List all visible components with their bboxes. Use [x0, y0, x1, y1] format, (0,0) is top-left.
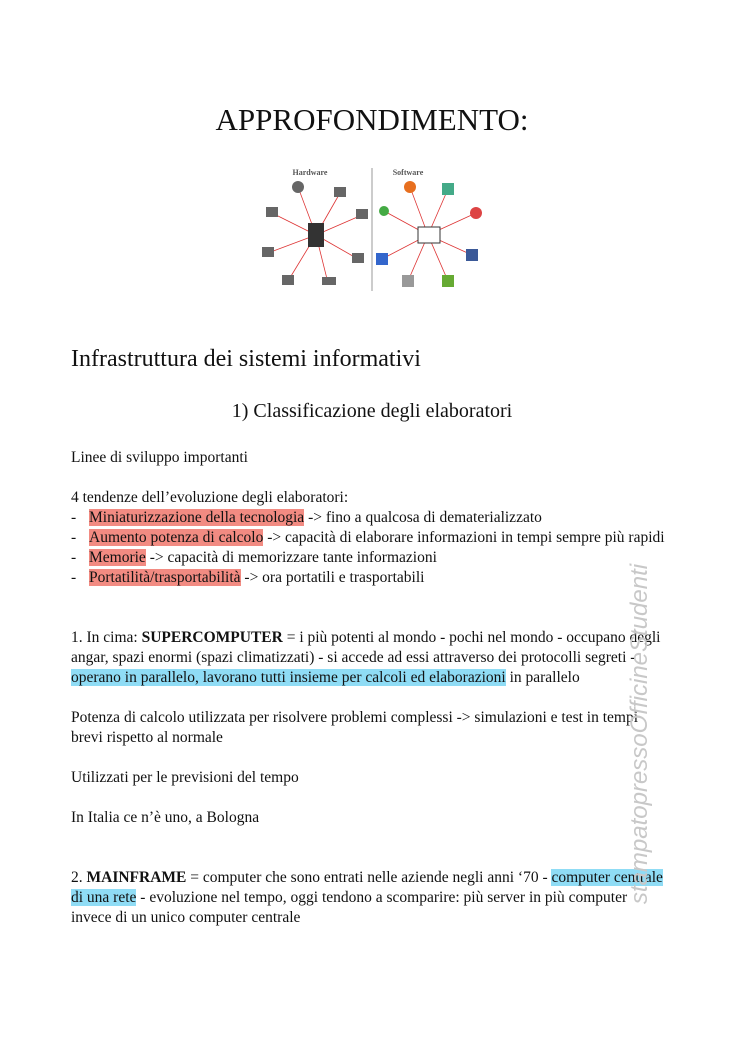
highlight-red: Aumento potenza di calcolo — [89, 529, 264, 546]
software-label: Software — [392, 168, 424, 177]
mainframe-paragraph — [71, 868, 671, 928]
term-mainframe: MAINFRAME — [86, 869, 187, 886]
subsection-heading: 1) Classificazione degli elaboratori — [231, 400, 513, 422]
italia-paragraph: In Italia ce n’è uno, a Bologna — [71, 809, 260, 826]
hardware-label: Hardware — [292, 168, 328, 177]
highlight-red: Miniaturizzazione della tecnologia — [89, 509, 305, 526]
highlight-red: Memorie — [89, 549, 146, 566]
trends-block — [71, 488, 671, 588]
list-item: - Aumento potenza di calcolo -> capacità di elaborare informazioni in tempi sempre più rapidi — [71, 529, 665, 546]
list-item: - Memorie -> capacità di memorizzare tante informazioni — [71, 549, 437, 566]
text: 2. — [71, 869, 87, 886]
watermark: stampatopressoOfficineStudenti — [626, 563, 653, 905]
section-heading: Infrastruttura dei sistemi informativi — [71, 346, 421, 372]
text: = computer che sono entrati nelle aziende negli anni ‘70 - — [186, 869, 552, 886]
text: - evoluzione nel tempo, oggi tendono a scomparire: più server in più computer invece di un unico computer centrale — [71, 889, 628, 926]
potenza-paragraph: Potenza di calcolo utilizzata per risolvere problemi complessi -> simulazioni e test in tempi brevi rispetto al normale — [71, 709, 639, 746]
list-item-text: -> fino a qualcosa di dematerializzato — [304, 509, 542, 526]
trends-title: 4 tendenze dell’evoluzione degli elaboratori: — [71, 489, 349, 506]
highlight-red: Portatilità/trasportabilità — [89, 569, 241, 586]
highlight-blue: computer centrale di una rete — [71, 869, 663, 906]
highlight-blue: operano in parallelo, lavorano tutti insieme per calcoli ed elaborazioni — [71, 669, 506, 686]
list-item-text: -> capacità di memorizzare tante informazioni — [145, 549, 437, 566]
list-item: - Portatilità/trasportabilità -> ora portatili e trasportabili — [71, 569, 425, 586]
list-item-text: -> ora portatili e trasportabili — [240, 569, 425, 586]
text: = i più potenti al mondo - pochi nel mondo - occupano degli angar, spazi enormi (spazi climatizzati) - si accede ad essi attraverso dei protocolli segreti - — [71, 629, 661, 666]
text: 1. In cima: — [71, 629, 142, 646]
term-supercomputer: SUPERCOMPUTER — [141, 629, 283, 646]
page-title: APPROFONDIMENTO: — [215, 102, 529, 137]
hardware-software-diagram — [258, 163, 482, 295]
list-item: - Miniaturizzazione della tecnologia -> fino a qualcosa di dematerializzato — [71, 509, 542, 526]
hardware-software-figure — [258, 163, 482, 295]
previsioni-paragraph: Utilizzati per le previsioni del tempo — [71, 769, 299, 786]
supercomputer-paragraph — [71, 628, 671, 688]
intro-text: Linee di sviluppo importanti — [71, 449, 248, 466]
list-item-text: -> capacità di elaborare informazioni in tempi sempre più rapidi — [263, 529, 665, 546]
text: in parallelo — [505, 669, 580, 686]
